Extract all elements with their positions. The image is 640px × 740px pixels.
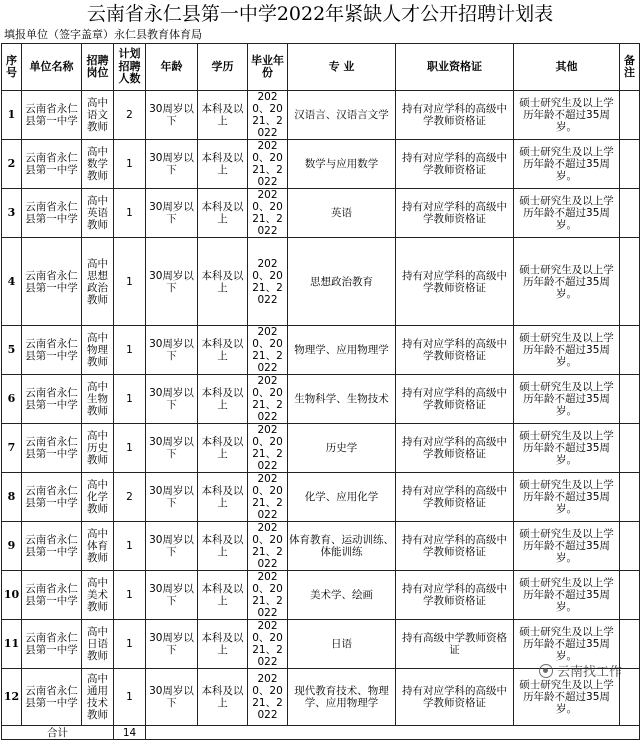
cell-cert: 持有对应学科的高级中学教师资格证 xyxy=(396,140,514,189)
cell-unit: 云南省永仁县第一中学 xyxy=(22,522,82,571)
cell-post: 高中通用技术教师 xyxy=(82,669,114,726)
cell-grad: 2020、2021、2022 xyxy=(248,522,288,571)
cell-major: 日语 xyxy=(288,620,396,669)
table-row xyxy=(2,375,640,424)
cell-count: 1 xyxy=(114,620,146,669)
cell-grad: 2020、2021、2022 xyxy=(248,669,288,726)
cell-other: 硕士研究生及以上学历年龄不超过35周岁。 xyxy=(514,669,620,726)
cell-other: 硕士研究生及以上学历年龄不超过35周岁。 xyxy=(514,91,620,140)
cell-count: 2 xyxy=(114,91,146,140)
header-other: 其他 xyxy=(514,44,620,91)
header-age: 年龄 xyxy=(146,44,198,91)
cell-other: 硕士研究生及以上学历年龄不超过35周岁。 xyxy=(514,473,620,522)
cell-note xyxy=(620,189,640,238)
cell-major: 物理学、应用物理学 xyxy=(288,326,396,375)
page-title: 云南省永仁县第一中学2022年紧缺人才公开招聘计划表 xyxy=(86,3,554,25)
cell-unit: 云南省永仁县第一中学 xyxy=(22,140,82,189)
cell-unit: 云南省永仁县第一中学 xyxy=(22,620,82,669)
cell-other: 硕士研究生及以上学历年龄不超过35周岁。 xyxy=(514,571,620,620)
cell-edu: 本科及以上 xyxy=(198,571,248,620)
table-row xyxy=(2,189,640,238)
cell-seq: 12 xyxy=(2,669,22,726)
cell-note xyxy=(620,669,640,726)
table-row xyxy=(2,522,640,571)
cell-post: 高中语文教师 xyxy=(82,91,114,140)
cell-age: 30周岁以下 xyxy=(146,571,198,620)
cell-count: 1 xyxy=(114,189,146,238)
cell-count: 1 xyxy=(114,571,146,620)
cell-seq: 5 xyxy=(2,326,22,375)
cell-age: 30周岁以下 xyxy=(146,91,198,140)
cell-major: 汉语言、汉语言文学 xyxy=(288,91,396,140)
cell-edu: 本科及以上 xyxy=(198,522,248,571)
cell-other: 硕士研究生及以上学历年龄不超过35周岁。 xyxy=(514,522,620,571)
cell-age: 30周岁以下 xyxy=(146,326,198,375)
cell-note xyxy=(620,91,640,140)
cell-note xyxy=(620,140,640,189)
table-row xyxy=(2,326,640,375)
cell-post: 高中思想政治教师 xyxy=(82,238,114,326)
total-label: 合计 xyxy=(2,726,114,740)
table-row xyxy=(2,424,640,473)
cell-count: 1 xyxy=(114,424,146,473)
cell-edu: 本科及以上 xyxy=(198,473,248,522)
cell-post: 高中体育教师 xyxy=(82,522,114,571)
cell-cert: 持有对应学科的高级中学教师资格证 xyxy=(396,238,514,326)
cell-major: 历史学 xyxy=(288,424,396,473)
cell-cert: 持有对应学科的高级中学教师资格证 xyxy=(396,473,514,522)
cell-unit: 云南省永仁县第一中学 xyxy=(22,189,82,238)
cell-age: 30周岁以下 xyxy=(146,473,198,522)
cell-age: 30周岁以下 xyxy=(146,424,198,473)
cell-unit: 云南省永仁县第一中学 xyxy=(22,238,82,326)
cell-edu: 本科及以上 xyxy=(198,424,248,473)
cell-other: 硕士研究生及以上学历年龄不超过35周岁。 xyxy=(514,375,620,424)
recruitment-table xyxy=(1,43,640,740)
cell-grad: 2020、2021、2022 xyxy=(248,620,288,669)
cell-edu: 本科及以上 xyxy=(198,189,248,238)
header-grad: 毕业年份 xyxy=(248,44,288,91)
cell-other: 硕士研究生及以上学历年龄不超过35周岁。 xyxy=(514,620,620,669)
table-row xyxy=(2,91,640,140)
cell-post: 高中生物教师 xyxy=(82,375,114,424)
total-blank xyxy=(146,726,640,740)
cell-post: 高中数学教师 xyxy=(82,140,114,189)
cell-count: 2 xyxy=(114,473,146,522)
cell-cert: 持有对应学科的高级中学教师资格证 xyxy=(396,571,514,620)
cell-unit: 云南省永仁县第一中学 xyxy=(22,375,82,424)
cell-seq: 2 xyxy=(2,140,22,189)
cell-grad: 2020、2021、2022 xyxy=(248,424,288,473)
watermark xyxy=(539,661,622,680)
cell-major: 美术学、绘画 xyxy=(288,571,396,620)
cell-cert: 持有对应学科的高级中学教师资格证 xyxy=(396,91,514,140)
cell-age: 30周岁以下 xyxy=(146,140,198,189)
cell-age: 30周岁以下 xyxy=(146,620,198,669)
cell-major: 生物科学、生物技术 xyxy=(288,375,396,424)
cell-edu: 本科及以上 xyxy=(198,91,248,140)
watermark-text: 云南找工作 xyxy=(556,665,622,680)
cell-edu: 本科及以上 xyxy=(198,620,248,669)
cell-major: 数学与应用数学 xyxy=(288,140,396,189)
cell-seq: 4 xyxy=(2,238,22,326)
cell-grad: 2020、2021、2022 xyxy=(248,375,288,424)
cell-cert: 持有对应学科的高级中学教师资格证 xyxy=(396,326,514,375)
cell-cert: 持有对应学科的高级中学教师资格证 xyxy=(396,189,514,238)
cell-grad: 2020、2021、2022 xyxy=(248,238,288,326)
cell-note xyxy=(620,522,640,571)
cell-post: 高中美术教师 xyxy=(82,571,114,620)
cell-edu: 本科及以上 xyxy=(198,669,248,726)
cell-grad: 2020、2021、2022 xyxy=(248,571,288,620)
table-row xyxy=(2,571,640,620)
cell-unit: 云南省永仁县第一中学 xyxy=(22,91,82,140)
cell-note xyxy=(620,238,640,326)
header-seq: 序号 xyxy=(2,44,22,91)
cell-age: 30周岁以下 xyxy=(146,375,198,424)
cell-other: 硕士研究生及以上学历年龄不超过35周岁。 xyxy=(514,189,620,238)
cell-major: 化学、应用化学 xyxy=(288,473,396,522)
cell-post: 高中化学教师 xyxy=(82,473,114,522)
cell-seq: 7 xyxy=(2,424,22,473)
table-header-row xyxy=(2,44,640,91)
cell-edu: 本科及以上 xyxy=(198,375,248,424)
cell-seq: 10 xyxy=(2,571,22,620)
cell-unit: 云南省永仁县第一中学 xyxy=(22,473,82,522)
cell-count: 1 xyxy=(114,238,146,326)
cell-post: 高中英语教师 xyxy=(82,189,114,238)
cell-age: 30周岁以下 xyxy=(146,238,198,326)
header-unit: 单位名称 xyxy=(22,44,82,91)
cell-major: 现代教育技术、物理学、应用物理学 xyxy=(288,669,396,726)
cell-count: 1 xyxy=(114,669,146,726)
cell-count: 1 xyxy=(114,375,146,424)
cell-grad: 2020、2021、2022 xyxy=(248,473,288,522)
cell-age: 30周岁以下 xyxy=(146,669,198,726)
header-cert: 职业资格证 xyxy=(396,44,514,91)
cell-major: 英语 xyxy=(288,189,396,238)
cell-other: 硕士研究生及以上学历年龄不超过35周岁。 xyxy=(514,424,620,473)
header-edu: 学历 xyxy=(198,44,248,91)
cell-cert: 持有对应学科的高级中学教师资格证 xyxy=(396,522,514,571)
cell-count: 1 xyxy=(114,140,146,189)
header-major: 专 业 xyxy=(288,44,396,91)
cell-seq: 9 xyxy=(2,522,22,571)
cell-post: 高中物理教师 xyxy=(82,326,114,375)
filing-unit: 填报单位（签字盖章）永仁县教育体育局 xyxy=(4,28,202,41)
cell-other: 硕士研究生及以上学历年龄不超过35周岁。 xyxy=(514,238,620,326)
cell-count: 1 xyxy=(114,522,146,571)
cell-edu: 本科及以上 xyxy=(198,326,248,375)
cell-unit: 云南省永仁县第一中学 xyxy=(22,571,82,620)
cell-note xyxy=(620,326,640,375)
header-note: 备注 xyxy=(620,44,640,91)
cell-seq: 6 xyxy=(2,375,22,424)
cell-major: 体育教育、运动训练、体能训练 xyxy=(288,522,396,571)
cell-count: 1 xyxy=(114,326,146,375)
cell-grad: 2020、2021、2022 xyxy=(248,91,288,140)
cell-seq: 8 xyxy=(2,473,22,522)
cell-seq: 3 xyxy=(2,189,22,238)
cell-grad: 2020、2021、2022 xyxy=(248,140,288,189)
cell-age: 30周岁以下 xyxy=(146,189,198,238)
cell-note xyxy=(620,473,640,522)
cell-cert: 持有对应学科的高级中学教师资格证 xyxy=(396,375,514,424)
cell-unit: 云南省永仁县第一中学 xyxy=(22,669,82,726)
cell-other: 硕士研究生及以上学历年龄不超过35周岁。 xyxy=(514,140,620,189)
cell-cert: 持有高级中学教师资格证 xyxy=(396,620,514,669)
cell-major: 思想政治教育 xyxy=(288,238,396,326)
cell-cert: 持有对应学科的高级中学教师资格证 xyxy=(396,669,514,726)
cell-note xyxy=(620,424,640,473)
table-row xyxy=(2,140,640,189)
cell-unit: 云南省永仁县第一中学 xyxy=(22,326,82,375)
cell-seq: 11 xyxy=(2,620,22,669)
cell-post: 高中历史教师 xyxy=(82,424,114,473)
cell-note xyxy=(620,620,640,669)
cell-unit: 云南省永仁县第一中学 xyxy=(22,424,82,473)
table-row xyxy=(2,238,640,326)
cell-grad: 2020、2021、2022 xyxy=(248,326,288,375)
cell-grad: 2020、2021、2022 xyxy=(248,189,288,238)
table-row xyxy=(2,473,640,522)
cell-age: 30周岁以下 xyxy=(146,522,198,571)
header-count: 计划招聘人数 xyxy=(114,44,146,91)
cell-note xyxy=(620,375,640,424)
cell-edu: 本科及以上 xyxy=(198,238,248,326)
cell-note xyxy=(620,571,640,620)
total-row xyxy=(2,726,640,740)
wechat-bubble-icon xyxy=(539,664,553,678)
header-post: 招聘岗位 xyxy=(82,44,114,91)
cell-cert: 持有对应学科的高级中学教师资格证 xyxy=(396,424,514,473)
total-count: 14 xyxy=(114,726,146,740)
cell-seq: 1 xyxy=(2,91,22,140)
cell-edu: 本科及以上 xyxy=(198,140,248,189)
cell-other: 硕士研究生及以上学历年龄不超过35周岁。 xyxy=(514,326,620,375)
cell-post: 高中日语教师 xyxy=(82,620,114,669)
